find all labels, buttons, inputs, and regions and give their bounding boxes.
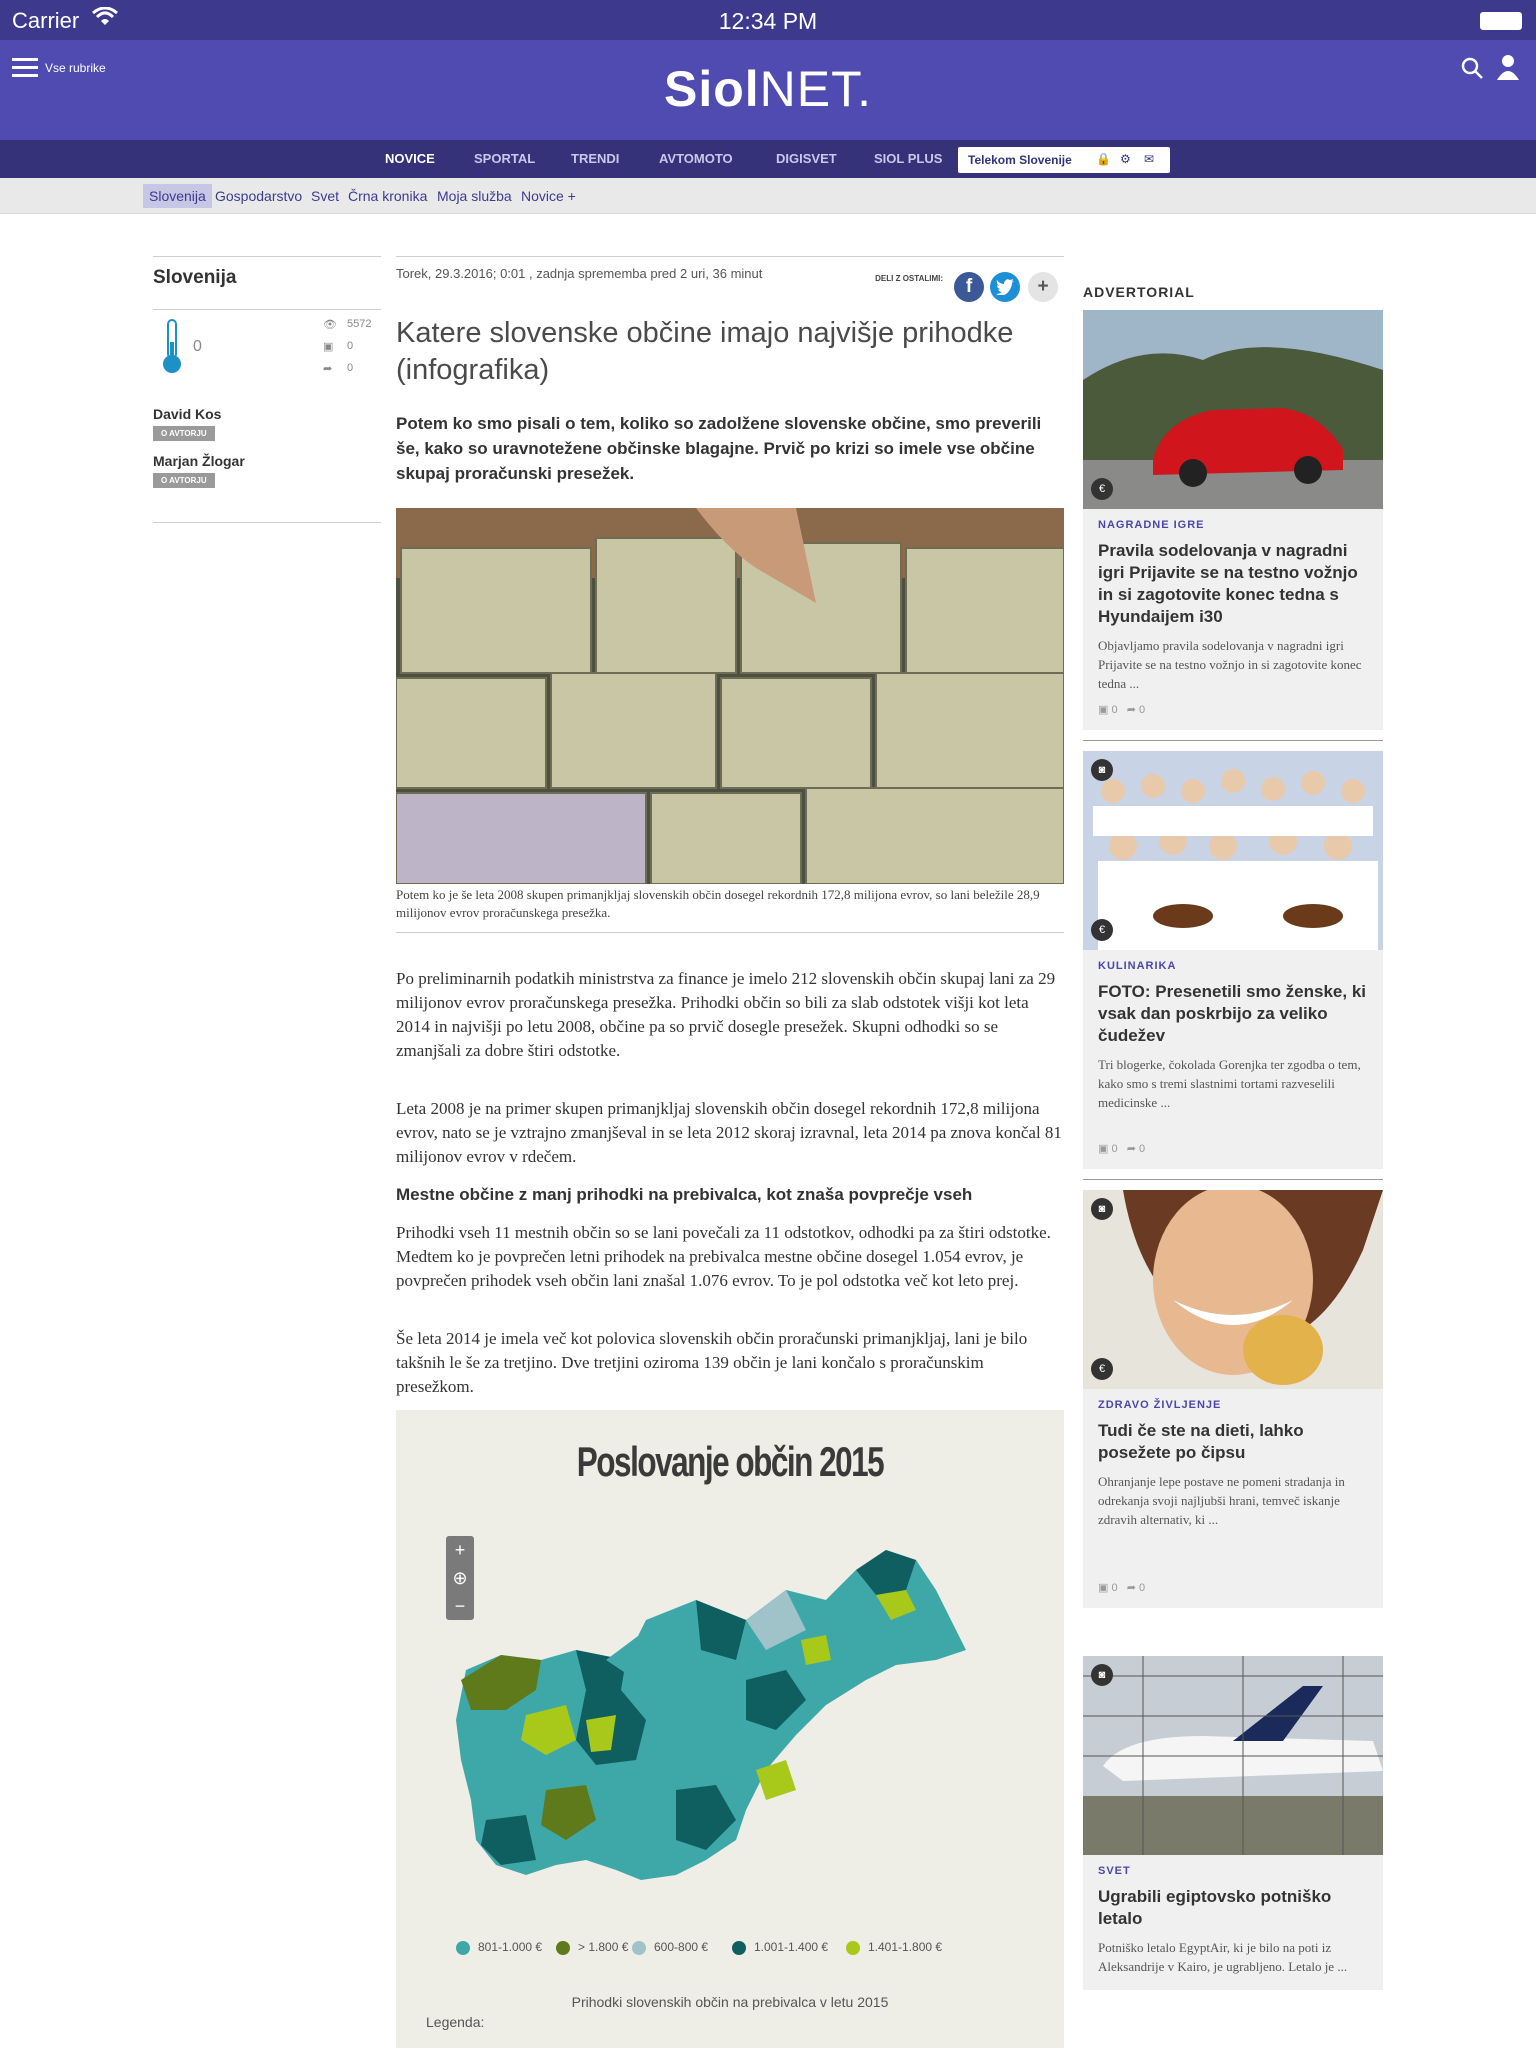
legenda-label: Legenda: (426, 2014, 485, 2030)
legend-item: 600-800 € (632, 1940, 708, 1955)
card-title[interactable]: Ugrabili egiptovsko potniško letalo (1098, 1887, 1332, 1928)
zoom-reset-button[interactable]: ⊕ (452, 1568, 468, 1588)
share-icon: ➦ (323, 363, 333, 375)
subnav-item-crna-kronika[interactable]: Črna kronika (348, 188, 428, 204)
article-paragraph: Leta 2008 je na primer skupen primanjkljaj slovenskih občin dosegel rekordnih 172,8 milijona evrov, nato se je vztrajno zmanjševal in se leta 2012 skoraj izravnal, leta 2014 pa znova končal 81 milijonov evrov v rdečem. (396, 1099, 1062, 1166)
more-share-icon[interactable]: + (1028, 272, 1058, 302)
teaser-card[interactable] (1083, 751, 1383, 1169)
site-logo[interactable] (0, 60, 1536, 118)
infographic (396, 1410, 1064, 2048)
author-name[interactable]: Marjan Žlogar (153, 453, 245, 469)
nav-item-novice[interactable]: NOVICE (385, 151, 435, 166)
card-category[interactable]: ZDRAVO ŽIVLJENJE (1098, 1399, 1222, 1411)
article-title: Katere slovenske občine imajo najvišje prihodke (infografika) (396, 317, 1014, 386)
legend-item: 1.001-1.400 € (732, 1940, 828, 1955)
article-stats (153, 310, 381, 400)
card-image[interactable] (1083, 751, 1383, 950)
eye-icon: 👁 (323, 319, 337, 331)
article-photo[interactable] (396, 508, 1064, 884)
subnav-item-novice-plus[interactable]: Novice + (521, 188, 576, 204)
temperature-value: 0 (193, 338, 202, 355)
zoom-out-button[interactable]: − (454, 1596, 466, 1616)
author-name[interactable]: David Kos (153, 406, 222, 422)
card-image[interactable] (1083, 1656, 1383, 1855)
about-author-button[interactable]: O AVTORJU (153, 426, 215, 441)
teaser-card[interactable] (1083, 1190, 1383, 1608)
article-paragraph: Še leta 2014 je imela več kot polovica slovenskih občin proračunski primanjkljaj, lani je bilo takšnih le še za tretjino. Dve tretjini oziroma 139 občin je lani končalo s proračunskim presežkom. (396, 1329, 1028, 1396)
comments-count: 0 (347, 340, 354, 352)
advertorial-heading: ADVERTORIAL (1083, 284, 1195, 300)
card-text: Objavljamo pravila sodelovanja v nagradni igri Prijavite se na testno vožnjo in si zagotovite konec tedna ... (1098, 638, 1362, 691)
user-icon[interactable] (1496, 54, 1520, 80)
camera-icon: ◙ (1091, 1198, 1113, 1220)
sub-nav (0, 178, 1536, 214)
comment-icon: ▣ (323, 341, 334, 353)
sponsored-icon: € (1091, 1358, 1113, 1380)
telekom-label[interactable]: Telekom Slovenije (968, 153, 1072, 167)
card-image[interactable] (1083, 310, 1383, 509)
camera-icon: ◙ (1091, 1664, 1113, 1686)
section-title[interactable]: Slovenija (153, 267, 237, 288)
nav-item-siol-plus[interactable]: SIOL PLUS (874, 151, 943, 166)
main-nav (0, 140, 1536, 178)
telekom-box[interactable] (958, 147, 1170, 173)
comment-icon: ▣ (1098, 704, 1109, 716)
card-stats: ▣ 0 ➦ 0 (1098, 704, 1146, 716)
sponsored-icon: € (1091, 919, 1113, 941)
legend-item: 801-1.000 € (456, 1940, 542, 1955)
article-subheading: Mestne občine z manj prihodki na prebivalca, kot znaša povprečje vseh (396, 1185, 973, 1204)
photo-caption: Potem ko je še leta 2008 skupen primanjkljaj slovenskih občin dosegel rekordnih 172,8 milijona evrov, so lani beležile 28,9 milijonov evrov proračunskega presežka. (396, 886, 1064, 933)
mail-icon[interactable]: ✉ (1144, 152, 1155, 166)
card-text: Ohranjanje lepe postave ne pomeni stradanja in odrekanja svoji najljubši hrani, temveč iskanje zdravih alternativ, ki ... (1098, 1474, 1345, 1527)
subnav-item-svet[interactable]: Svet (311, 188, 340, 204)
gear-icon[interactable]: ⚙ (1120, 152, 1131, 166)
menu-label[interactable]: Vse rubrike (45, 61, 106, 75)
comment-icon: ▣ (1098, 1143, 1109, 1155)
thermometer-icon (161, 318, 183, 374)
twitter-icon[interactable] (990, 272, 1020, 302)
article-sidebar (153, 256, 381, 523)
map-caption: Prihodki slovenskih občin na prebivalca v letu 2015 (571, 1994, 889, 2010)
teaser-card[interactable] (1083, 1656, 1383, 1990)
share-icon: ➦ (1126, 704, 1136, 716)
facebook-icon[interactable]: f (954, 272, 984, 302)
logo-rest: NET. (759, 61, 873, 117)
search-icon[interactable] (1460, 56, 1484, 80)
views-count: 5572 (347, 318, 372, 330)
carrier-label: Carrier (12, 8, 80, 33)
share-icon: ➦ (1126, 1143, 1136, 1155)
article-paragraph: Po preliminarnih podatkih ministrstva za finance je imelo 212 slovenskih občin skupaj lani za 29 milijonov evrov proračunskega presežka. Prihodki občin so bili za slab odstotek višji kot leta 2014 in najvišji po letu 2008, občine pa so prvič dosegle presežek. Skupni odhodki so se zmanjšali za dobre štiri odstotke. (396, 969, 1056, 1060)
nav-item-trendi[interactable]: TRENDI (571, 151, 620, 166)
shares-count: 0 (347, 362, 354, 374)
lock-icon[interactable]: 🔒 (1096, 152, 1111, 166)
zoom-in-button[interactable]: + (454, 1540, 466, 1560)
legend-item: > 1.800 € (556, 1940, 628, 1955)
article-paragraph: Prihodki vseh 11 mestnih občin so se lani povečali za 11 odstotkov, odhodki pa za štiri odstotke. Medtem ko je povprečen letni prihodek na prebivalca mestne občine dosegel 1.054 evrov, je povprečen prihodek vseh občin lani znašal 1.076 evrov. To je pol odstotka več kot leto prej. (396, 1223, 1051, 1290)
share-label: DELI Z OSTALIMI: (875, 274, 943, 283)
card-text: Tri blogerke, čokolada Gorenjka ter zgodba o tem, kako smo s tremi slastnimi tortami razveselili medicinske ... (1098, 1057, 1361, 1110)
battery-icon (1480, 12, 1522, 30)
card-category[interactable]: NAGRADNE IGRE (1098, 519, 1205, 531)
article (396, 256, 1064, 1399)
advertorial-column (1083, 284, 1383, 1990)
subnav-item-slovenija[interactable]: Slovenija (143, 184, 212, 208)
share-icon: ➦ (1126, 1582, 1136, 1594)
card-image[interactable] (1083, 1190, 1383, 1389)
about-author-button[interactable]: O AVTORJU (153, 473, 215, 488)
card-category[interactable]: SVET (1098, 1865, 1131, 1877)
article-lead: Potem ko smo pisali o tem, koliko so zadolžene slovenske občine, smo preverili še, kako so uravnotežene občinske blagajne. Prvič po krizi so imele vse občine skupaj proračunski presežek. (396, 414, 1042, 483)
clock: 12:34 PM (718, 8, 818, 34)
subnav-item-moja-sluzba[interactable]: Moja služba (437, 188, 512, 204)
infographic-title: Poslovanje občin 2015 (576, 1438, 884, 1485)
subnav-item-gospodarstvo[interactable]: Gospodarstvo (215, 188, 303, 204)
card-title[interactable]: Tudi če ste na dieti, lahko posežete po čipsu (1098, 1421, 1304, 1462)
nav-item-sportal[interactable]: SPORTAL (474, 151, 536, 166)
card-title[interactable]: Pravila sodelovanja v nagradni igri Prijavite se na testno vožnjo in si zagotovite konec tedna s Hyundaijem i30 (1098, 541, 1358, 626)
nav-item-avtomoto[interactable]: AVTOMOTO (659, 151, 733, 166)
camera-icon: ◙ (1091, 759, 1113, 781)
logo-bold: Siol (663, 61, 760, 117)
card-stats: ▣ 0 ➦ 0 (1098, 1143, 1146, 1155)
card-stats: ▣ 0 ➦ 0 (1098, 1582, 1146, 1594)
card-text: Potniško letalo EgyptAir, ki je bilo na poti iz Aleksandrije v Kairo, je ugrabljeno. Letalo je ... (1098, 1940, 1348, 1974)
article-meta: Torek, 29.3.2016; 0:01 , zadnja sprememba pred 2 uri, 36 minut (396, 266, 763, 281)
status-bar (0, 0, 1536, 40)
teaser-card[interactable] (1083, 310, 1383, 730)
comment-icon: ▣ (1098, 1582, 1109, 1594)
legend-item: 1.401-1.800 € (846, 1940, 942, 1955)
sponsored-icon: € (1091, 478, 1113, 500)
nav-item-digisvet[interactable]: DIGISVET (776, 151, 837, 166)
card-title[interactable]: FOTO: Presenetili smo ženske, ki vsak dan poskrbijo za veliko čudežev (1098, 982, 1367, 1045)
card-category[interactable]: KULINARIKA (1098, 960, 1177, 972)
slovenia-map[interactable] (446, 1540, 1026, 1910)
